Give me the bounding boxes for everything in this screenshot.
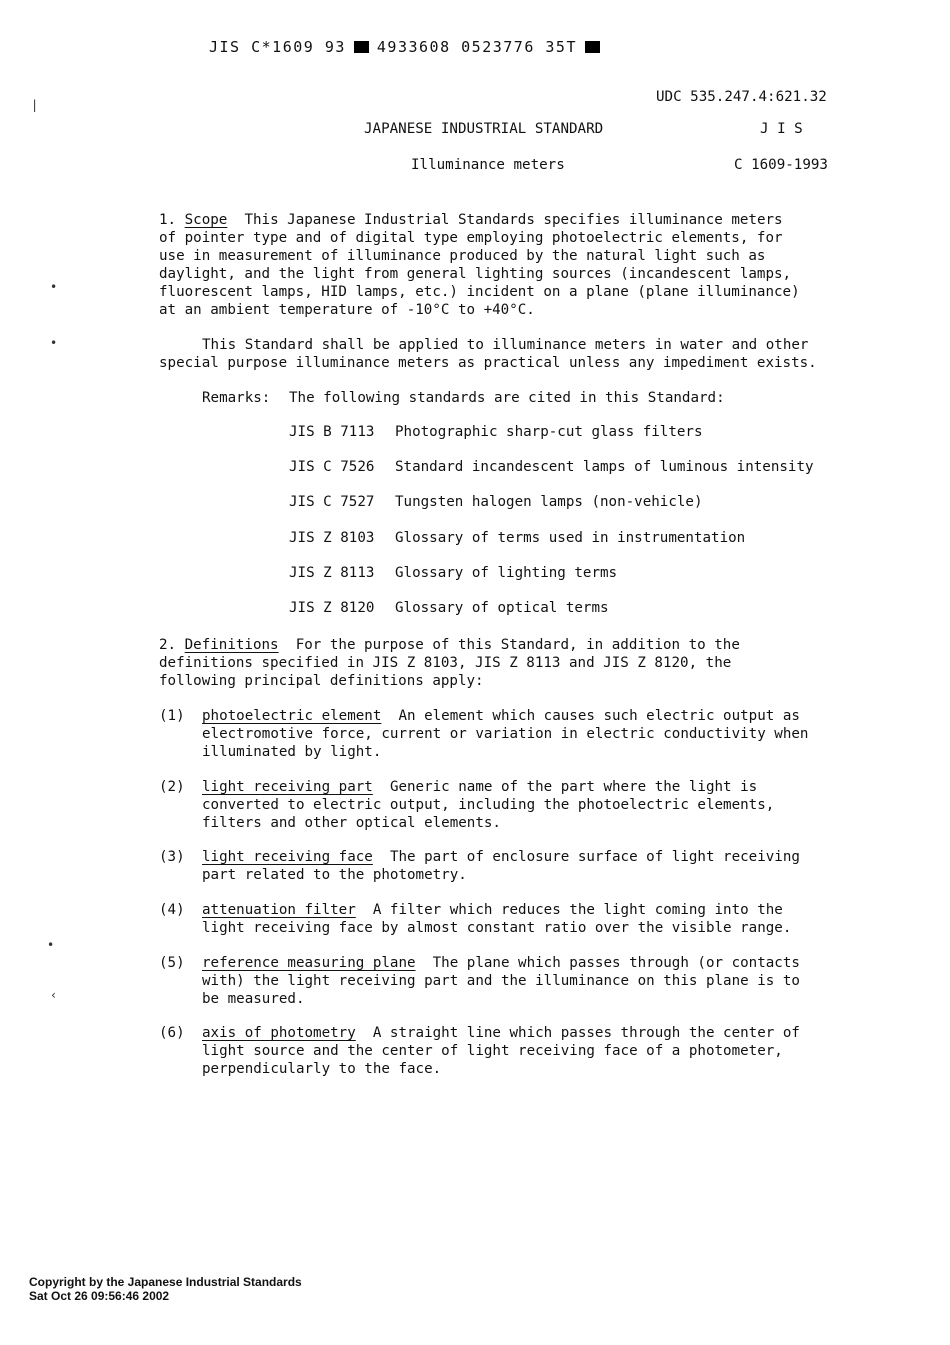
timestamp-line: Sat Oct 26 09:56:46 2002 [29,1289,170,1303]
definition-number: (2) [159,779,185,795]
jis-label: J I S [760,121,803,137]
scope-line: fluorescent lamps, HID lamps, etc.) incident on a plane (plane illuminance) [159,284,800,300]
definition-number: (1) [159,708,185,724]
definition-term: attenuation filter [202,902,356,918]
scope-number: 1. [159,212,177,228]
cited-standard-row [289,565,617,581]
scope-line: daylight, and the light from general lighting sources (incandescent lamps, [159,266,792,282]
cited-standard-code: JIS B 7113 [289,424,375,440]
scope-heading: Scope [184,212,228,228]
definition-term: light receiving face [202,849,373,865]
definition-number: (4) [159,902,185,918]
definition-text: perpendicularly to the face. [202,1061,442,1077]
definition-text: The plane which passes through (or contacts [432,955,800,971]
definition-text: Generic name of the part where the light is [389,779,758,795]
definitions-line: For the purpose of this Standard, in addition to the [295,637,740,653]
scan-mark: ‹ [50,988,58,1002]
definition-text: converted to electric output, including the photoelectric elements, [202,797,775,813]
definition-text: electromotive force, current or variation in electric conductivity when [202,726,809,742]
cited-standard-title: Tungsten halogen lamps (non-vehicle) [395,494,703,510]
definition-text: be measured. [202,991,305,1007]
scope-line: use in measurement of illuminance produced by the natural light such as [159,248,766,264]
scope-paragraph-line: special purpose illuminance meters as practical unless any impediment exists. [159,355,817,371]
remarks-text: The following standards are cited in this Standard: [289,390,725,406]
definition-text: with) the light receiving part and the illuminance on this plane is to [202,973,800,989]
cited-standard-row [289,424,703,440]
scope-line: This Japanese Industrial Standards specifies illuminance meters [244,212,783,228]
barcode-left-text: JIS C*1609 93 [209,38,346,56]
definition-text: illuminated by light. [202,744,382,760]
definition-text: The part of enclosure surface of light receiving [389,849,800,865]
barcode-block-icon [354,41,369,53]
scope-paragraph-line: This Standard shall be applied to illuminance meters in water and other [202,337,809,353]
definition-text: part related to the photometry. [202,867,467,883]
scan-mark: • [50,280,58,294]
cited-standard-code: JIS C 7526 [289,459,375,475]
definition-number: (5) [159,955,185,971]
remarks-label: Remarks: [202,390,271,406]
cited-standard-row [289,459,814,475]
copyright-line: Copyright by the Japanese Industrial Standards [29,1275,302,1289]
scan-mark: • [47,938,55,952]
definition-term: photoelectric element [202,708,382,724]
cited-standard-code: JIS Z 8120 [289,600,375,616]
cited-standard-title: Standard incandescent lamps of luminous intensity [395,459,814,475]
document-number: C 1609-1993 [734,157,828,173]
copyright-footer [29,1275,302,1303]
definition-number: (3) [159,849,185,865]
definitions-line: definitions specified in JIS Z 8103, JIS Z 8113 and JIS Z 8120, the [159,655,732,671]
definition-text: filters and other optical elements. [202,815,501,831]
definitions-section [159,636,839,690]
definition-number: (6) [159,1025,185,1041]
scan-mark: • [50,336,58,350]
cited-standard-code: JIS Z 8113 [289,565,375,581]
cited-standard-code: JIS Z 8103 [289,530,375,546]
definition-term: reference measuring plane [202,955,416,971]
scan-mark: | [31,98,39,112]
standard-title: JAPANESE INDUSTRIAL STANDARD [364,121,604,137]
definitions-heading: Definitions [184,637,279,653]
scope-section [159,211,839,319]
cited-standard-title: Glossary of terms used in instrumentation [395,530,746,546]
cited-standard-title: Glossary of optical terms [395,600,609,616]
udc-code: UDC 535.247.4:621.32 [656,89,827,105]
definition-term: light receiving part [202,779,373,795]
cited-standard-row [289,494,703,510]
document-title: Illuminance meters [411,157,565,173]
definition-text: An element which causes such electric output as [398,708,800,724]
definitions-number: 2. [159,637,177,653]
barcode-right-text: 4933608 0523776 35T [376,38,577,56]
document-barcode [209,38,608,56]
definition-text: A filter which reduces the light coming into the [372,902,783,918]
definitions-line: following principal definitions apply: [159,673,484,689]
scope-line: at an ambient temperature of -10°C to +40°C. [159,302,535,318]
cited-standard-title: Glossary of lighting terms [395,565,618,581]
definition-text: A straight line which passes through the center of [372,1025,800,1041]
scope-line: of pointer type and of digital type employing photoelectric elements, for [159,230,783,246]
scope-paragraph-2 [159,336,839,372]
definition-text: light receiving face by almost constant ratio over the visible range. [202,920,792,936]
cited-standard-row [289,600,609,616]
cited-standard-row [289,530,745,546]
definition-text: light source and the center of light receiving face of a photometer, [202,1043,783,1059]
definition-term: axis of photometry [202,1025,356,1041]
cited-standard-code: JIS C 7527 [289,494,375,510]
cited-standard-title: Photographic sharp-cut glass filters [395,424,703,440]
barcode-block-icon [585,41,600,53]
